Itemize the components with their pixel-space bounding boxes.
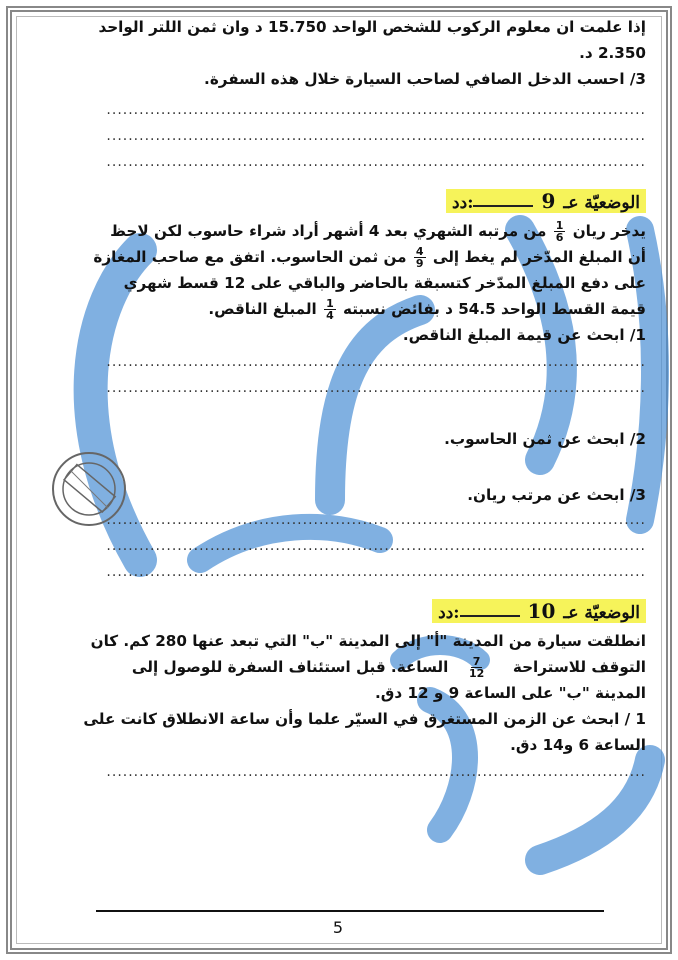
question-3: 3/ احسب الدخل الصافي لصاحب السيارة خلال هذه السفرة.	[204, 70, 646, 88]
situation-number: 9	[541, 189, 556, 213]
page-number: 5	[332, 918, 344, 937]
fraction: $\frac{1}{4}$	[326, 297, 334, 322]
heading-label: الوضعيّة عـ	[563, 193, 640, 213]
answer-line: ...................................................................................................	[106, 564, 646, 580]
heading-dash	[473, 205, 533, 207]
answer-line: ...................................................................................................	[106, 354, 646, 370]
text-line: قيمة القسط الواحد 54.5 د بفائض نسبته $\frac{1}{4}$ المبلغ الناقص.	[208, 297, 646, 322]
question-3: 3/ ابحث عن مرتب ريان.	[467, 486, 646, 504]
answer-line: ...................................................................................................	[106, 512, 646, 528]
fraction: $\frac{1}{6}$	[555, 219, 564, 244]
fraction: $\frac{7}{12}$	[468, 655, 485, 680]
fraction: $\frac{4}{9}$	[415, 245, 424, 270]
question-2: 2/ ابحث عن ثمن الحاسوب.	[444, 430, 646, 448]
answer-line: ...................................................................................................	[106, 764, 646, 780]
situation-10-heading	[32, 594, 646, 628]
text-line: انطلقت سيارة من المدينة "أ" إلى المدينة "ب" التي تبعد عنها 280 كم. كان	[90, 632, 646, 650]
text-line: المدينة "ب" على الساعة 9 و 12 دق.	[375, 684, 646, 702]
question-1: 1/ ابحث عن قيمة المبلغ الناقص.	[402, 326, 646, 344]
text-line: على دفع المبلغ المدّخر كتسبقة بالحاضر والباقي على 12 قسط شهري	[123, 274, 646, 292]
heading-suffix: دد:	[452, 193, 474, 213]
question-1-continued: الساعة 6 و14 دق.	[510, 736, 646, 754]
text-line: أن المبلغ المدّخر لم يغط إلى $\frac{4}{9}$ من ثمن الحاسوب. اتفق مع صاحب المغازة	[93, 245, 646, 270]
answer-line: ...................................................................................................	[106, 102, 646, 118]
answer-line: ...................................................................................................	[106, 538, 646, 554]
text-line: التوقف للاستراحة $\frac{7}{12}$ الساعة. قبل استئناف السفرة للوصول إلى	[131, 655, 646, 680]
question-1: 1 / ابحث عن الزمن المستغرق في السيّر علما وأن ساعة الانطلاق كانت على	[83, 710, 646, 728]
answer-line: ...................................................................................................	[106, 154, 646, 170]
answer-line: ...................................................................................................	[106, 380, 646, 396]
situation-number: 10	[527, 599, 556, 623]
heading-dash	[460, 615, 520, 617]
answer-line: ...................................................................................................	[106, 128, 646, 144]
worksheet-content	[32, 14, 646, 790]
text-line: إذا علمت ان معلوم الركوب للشخص الواحد 15.750 د وان ثمن اللتر الواحد	[98, 18, 646, 36]
situation-9-heading	[32, 184, 646, 218]
text-line: 2.350 د.	[579, 44, 646, 62]
text-line: يدخر ريان $\frac{1}{6}$ من مرتبه الشهري بعد 4 أشهر أراد شراء حاسوب لكن لاحظ	[110, 219, 646, 244]
footer-rule	[96, 910, 604, 912]
heading-suffix: دد:	[438, 603, 460, 623]
heading-label: الوضعيّة عـ	[563, 603, 640, 623]
